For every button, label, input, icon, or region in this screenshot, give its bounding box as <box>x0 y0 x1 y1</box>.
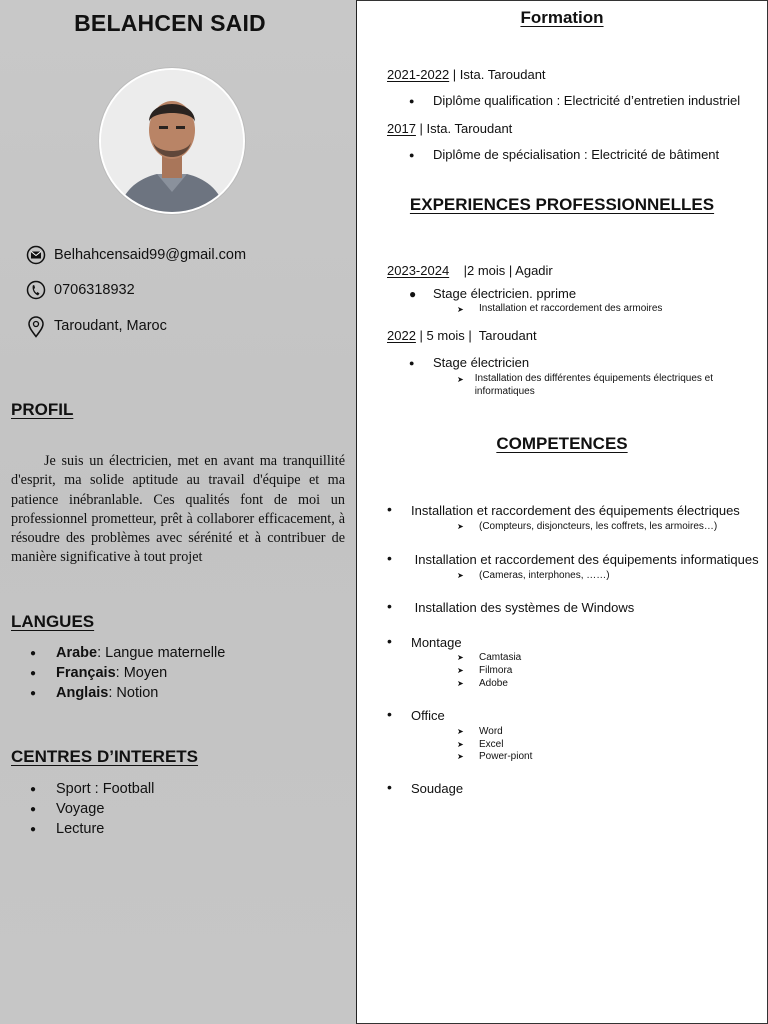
location-pin-icon <box>26 316 46 336</box>
formation-entry-1: 2021-2022 | Ista. Taroudant <box>387 67 546 82</box>
person-name: BELAHCEN SAID <box>74 10 266 36</box>
experience-role-1: ● Stage électricien. pprime <box>409 286 577 301</box>
experience-task-2: ➤ Installation des différentes équipements électriques et informatiques <box>457 373 713 397</box>
sidebar <box>0 0 357 1024</box>
experience-entry-1: 2023-2024 |2 mois | Agadir <box>387 263 553 278</box>
interets-heading: CENTRES D’INTERETS <box>11 747 199 766</box>
formation-heading: Formation <box>520 8 604 27</box>
competences-heading: COMPETENCES <box>496 434 628 453</box>
competence-subitem: ➤ Camtasia <box>457 652 522 663</box>
competence-subitem: ➤ Power-piont <box>457 751 533 762</box>
main-column <box>356 0 768 1024</box>
competence-subitem: ➤ Adobe <box>457 678 508 689</box>
list-item: ● Arabe : Langue maternelle <box>30 645 226 661</box>
interets-list <box>30 779 154 839</box>
list-item: ● Anglais : Notion <box>30 685 159 701</box>
experience-role-2: ● Stage électricien <box>409 355 530 370</box>
phone-text: 0706318932 <box>54 282 135 298</box>
experience-task-1: ➤ Installation et raccordement des armoires <box>457 303 663 314</box>
list-item: ● Lecture <box>30 821 105 837</box>
list-item: ● Voyage <box>30 801 105 817</box>
competence-item: • Soudage <box>387 779 464 796</box>
email-text: Belhahcensaid99@gmail.com <box>54 247 247 263</box>
competence-subitem: ➤ Word <box>457 726 503 737</box>
competence-subitem: ➤ Excel <box>457 739 504 750</box>
langues-heading: LANGUES <box>11 612 95 631</box>
formation-entry-2: 2017 | Ista. Taroudant <box>387 121 513 136</box>
competence-item: • Installation et raccordement des équipements électriques <box>387 501 740 518</box>
contact-location <box>26 316 167 336</box>
profil-text: Je suis un électricien, met en avant ma tranquillité d'esprit, ma solide aptitude au travail d'équipe et ma patience inébranlable. Ces qualités font de moi un professionnel prometteur, prêt à collaborer efficacement, à résoudre des problèmes avec sérénité et à contribuer de manière significative à tout projet <box>11 453 345 566</box>
formation-diploma-1: ● Diplôme qualification : Electricité d’entretien industriel <box>409 93 741 108</box>
phone-icon <box>26 280 46 300</box>
competence-item: • Installation des systèmes de Windows <box>387 598 635 615</box>
profil-heading: PROFIL <box>11 400 74 419</box>
contact-phone[interactable] <box>26 280 135 300</box>
formation-diploma-2: ● Diplôme de spécialisation : Electricité de bâtiment <box>409 147 720 162</box>
langues-list <box>30 643 225 703</box>
competence-subitem: ➤ Filmora <box>457 665 513 676</box>
competence-item: • Office <box>387 706 445 723</box>
contact-email[interactable] <box>26 245 246 265</box>
competence-subitem: ➤ (Compteurs, disjoncteurs, les coffrets, les armoires…) <box>457 521 718 532</box>
location-text: Taroudant, Maroc <box>54 318 167 334</box>
profile-photo <box>99 68 245 214</box>
email-icon <box>26 245 46 265</box>
list-item: ● Français : Moyen <box>30 665 168 681</box>
competence-item: • Installation et raccordement des équipements informatiques <box>387 550 759 567</box>
competence-subitem: ➤ (Cameras, interphones, ……) <box>457 570 610 581</box>
competence-item: • Montage <box>387 633 462 650</box>
experience-entry-2: 2022 | 5 mois | Taroudant <box>387 328 537 343</box>
list-item: ● Sport : Football <box>30 781 155 797</box>
experiences-heading: EXPERIENCES PROFESSIONNELLES <box>409 195 715 214</box>
